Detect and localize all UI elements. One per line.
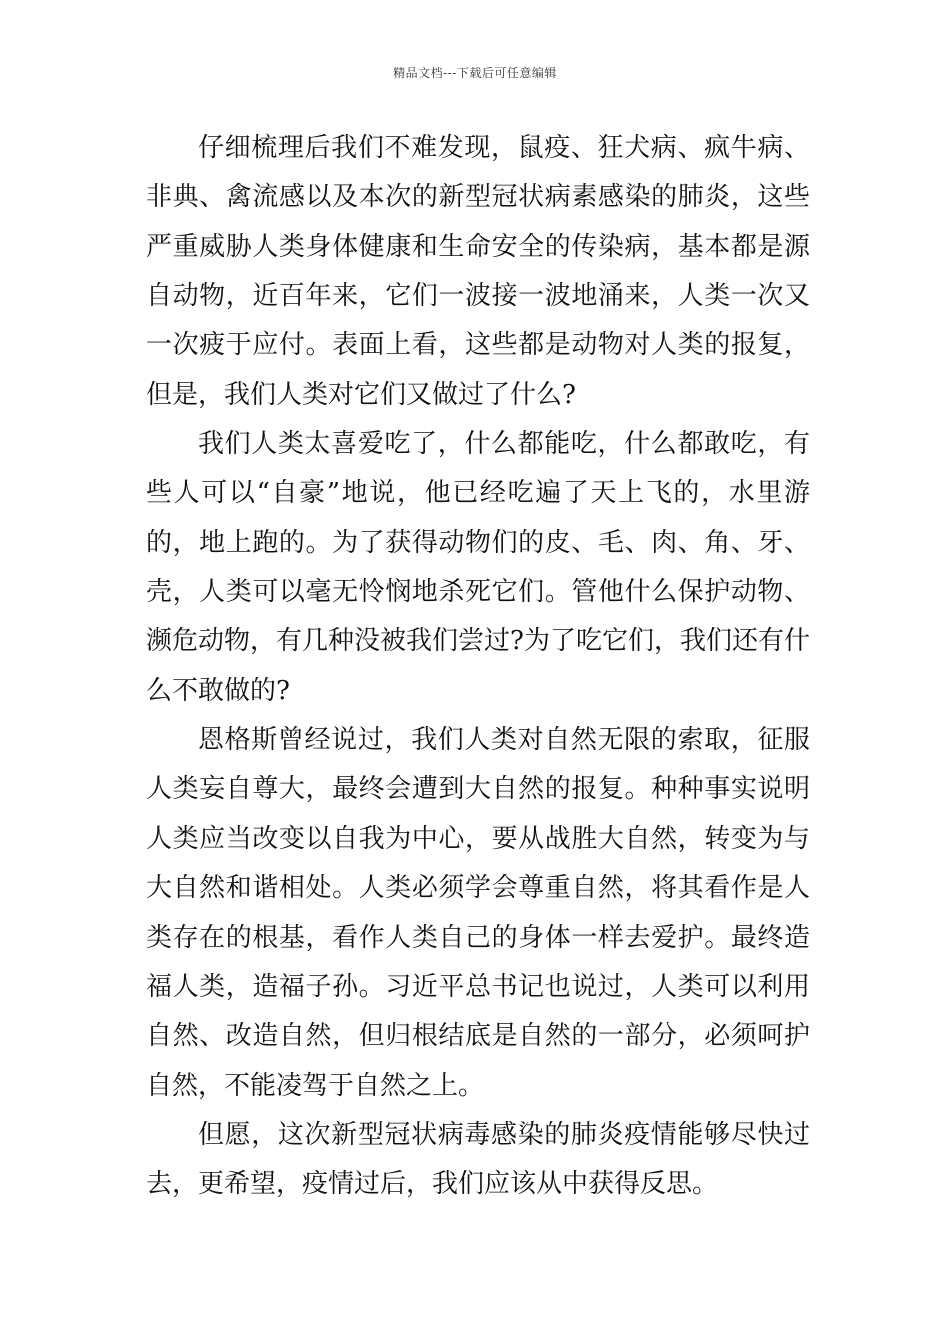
text-line: 恩格斯曾经说过，我们人类对自然无限的索取，征服: [198, 725, 810, 756]
text-line: 濒危动物，有几种没被我们尝过?为了吃它们，我们还有什: [146, 626, 810, 657]
page-header: 精品文档---下载后可任意编辑: [393, 66, 557, 80]
text-line: 自然、改造自然，但归根结底是自然的一部分，必须呵护: [146, 1021, 810, 1052]
paragraph: [146, 420, 810, 716]
text-line: 自动物，近百年来，它们一波接一波地涌来，人类一次又: [146, 281, 810, 312]
text-line: 仔细梳理后我们不难发现，鼠疫、狂犬病、疯牛病、: [198, 133, 810, 163]
paragraph: [146, 124, 810, 420]
paragraph: [146, 1111, 810, 1210]
document-body: [146, 124, 810, 1210]
text-line: 人类妄自尊大，最终会遭到大自然的报复。种种事实说明: [146, 774, 810, 805]
text-line: 的，地上跑的。为了获得动物们的皮、毛、肉、角、牙、: [146, 527, 810, 558]
paragraph: [146, 716, 810, 1111]
text-line: 壳，人类可以毫无怜悯地杀死它们。管他什么保护动物、: [146, 577, 810, 608]
text-line: 严重威胁人类身体健康和生命安全的传染病，基本都是源: [146, 231, 810, 262]
text-line: 我们人类太喜爱吃了，什么都能吃，什么都敢吃，有: [198, 429, 810, 460]
text-line: 些人可以“自豪”地说，他已经吃遍了天上飞的，水里游: [146, 478, 810, 509]
text-line: 人类应当改变以自我为中心，要从战胜大自然，转变为与: [146, 823, 810, 854]
text-line: 一次疲于应付。表面上看，这些都是动物对人类的报复，: [146, 330, 810, 361]
text-line: 但愿，这次新型冠状病毒感染的肺炎疫情能够尽快过: [198, 1119, 810, 1150]
text-line: 么不敢做的?: [146, 675, 290, 706]
text-line: 类存在的根基，看作人类自己的身体一样去爱护。最终造: [146, 922, 810, 953]
text-line: 福人类，造福子孙。习近平总书记也说过，人类可以利用: [146, 971, 810, 1002]
text-line: 但是，我们人类对它们又做过了什么?: [146, 379, 576, 410]
text-line: 自然，不能凌驾于自然之上。: [146, 1070, 485, 1101]
text-line: 大自然和谐相处。人类必须学会尊重自然，将其看作是人: [146, 873, 810, 904]
text-line: 去，更希望，疫情过后，我们应该从中获得反思。: [146, 1169, 719, 1200]
text-line: 非典、禽流感以及本次的新型冠状病素感染的肺炎，这些: [146, 182, 810, 213]
